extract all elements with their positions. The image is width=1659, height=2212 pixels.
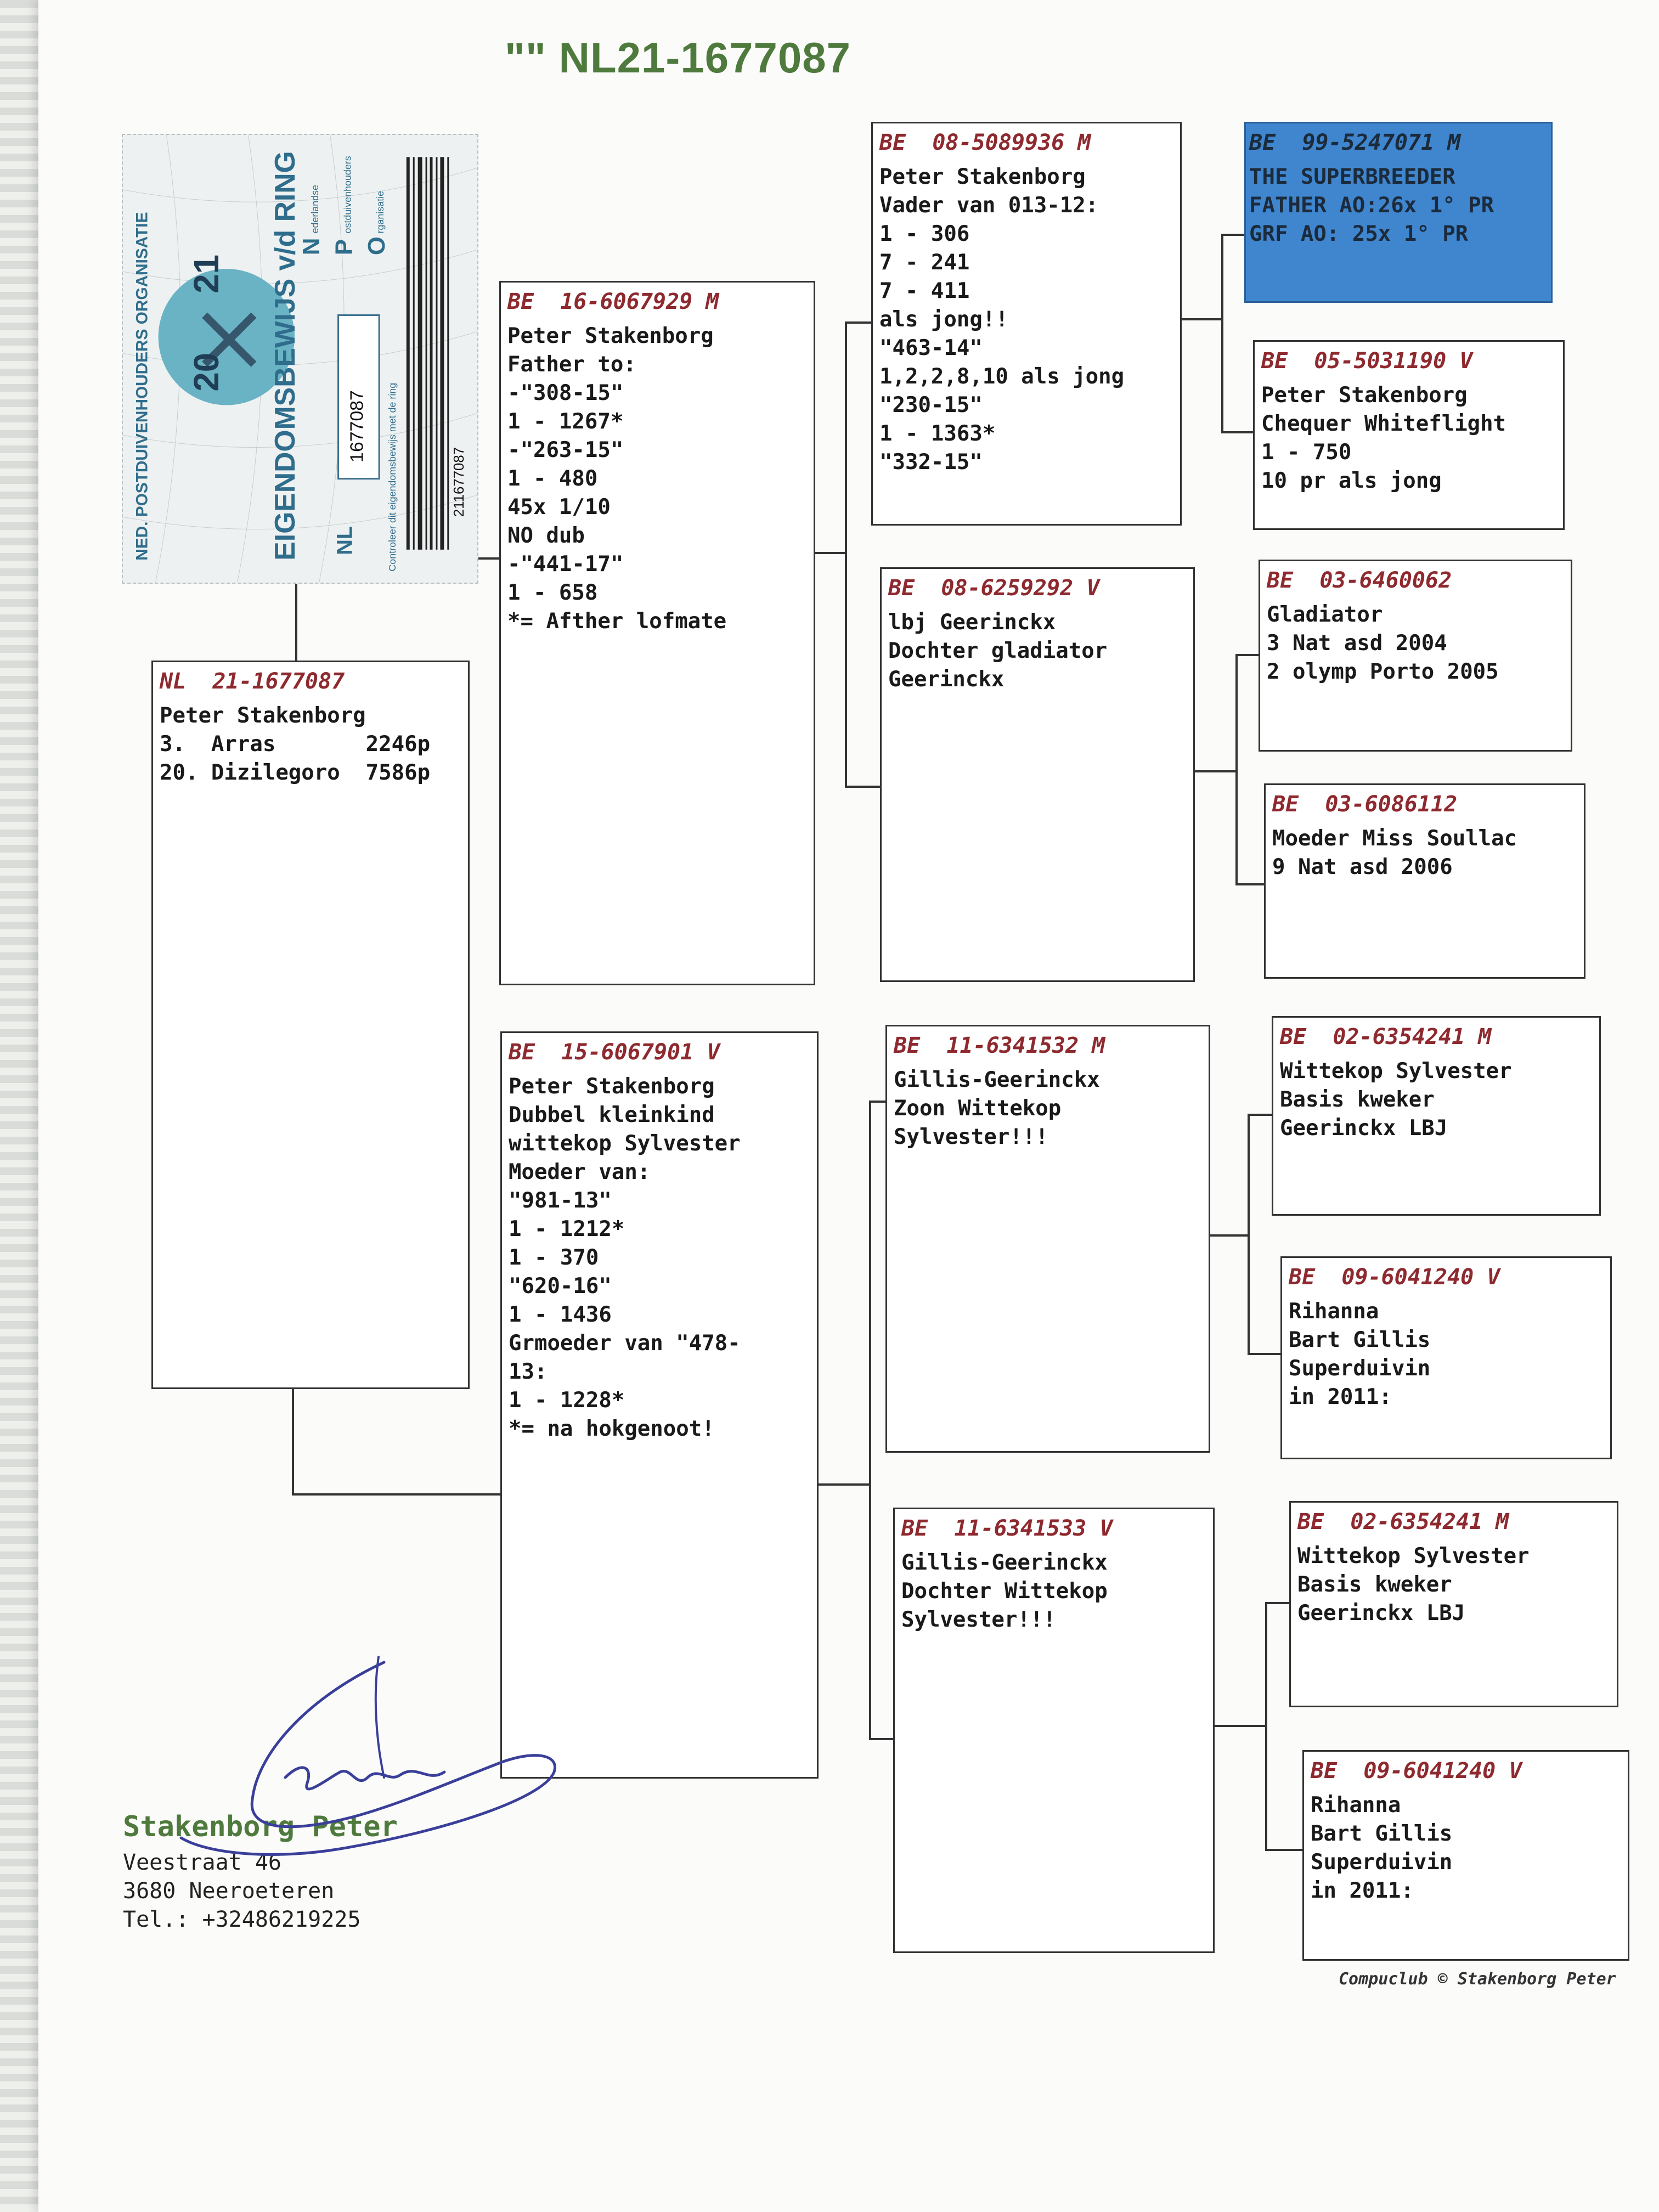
box-line: Geerinckx <box>888 667 1005 692</box>
box-line: Dochter gladiator <box>888 639 1108 663</box>
handwritten-signature <box>176 1651 571 1871</box>
connector <box>1235 654 1262 656</box>
box-line: Superduivin <box>1289 1356 1431 1381</box>
box-line: 2 olymp Porto 2005 <box>1267 659 1499 684</box>
connector <box>1221 234 1223 433</box>
ring-number-fmm: BE 03-6086112 <box>1272 792 1458 817</box>
ring-number-ffm: BE 05-5031190 V <box>1261 348 1473 374</box>
ring-number-mf: BE 11-6341532 M <box>894 1033 1105 1058</box>
pedigree-box-fmf <box>1259 560 1572 752</box>
connector <box>1265 1602 1267 1851</box>
box-line: FATHER AO:26x 1° PR <box>1249 193 1494 218</box>
ring-number-fm: BE 08-6259292 V <box>888 575 1100 601</box>
box-line: 1 - 1228* <box>509 1388 625 1413</box>
ring-letter-o: O <box>363 236 391 256</box>
ring-number-ff: BE 08-5089936 M <box>879 130 1091 155</box>
box-line: "463-14" <box>879 336 983 360</box>
box-line: Peter Stakenborg <box>160 703 366 728</box>
box-line: 1 - 658 <box>507 580 598 605</box>
pedigree-box-maternal-grandmother <box>893 1508 1215 1953</box>
pedigree-box-mmm <box>1302 1750 1629 1961</box>
connector <box>1214 1725 1267 1727</box>
connector <box>869 1101 888 1103</box>
box-line: 1 - 306 <box>879 222 970 246</box>
box-line: in 2011: <box>1311 1878 1414 1903</box>
ring-number-mfm: BE 09-6041240 V <box>1289 1265 1500 1290</box>
pedigree-box-fff-superbreeder <box>1244 122 1553 303</box>
connector <box>1248 1353 1283 1355</box>
box-line: Bart Gillis <box>1289 1328 1431 1352</box>
ring-card-title: EIGENDOMSBEWIJS v/d RING <box>269 151 301 561</box>
ring-number-mm: BE 11-6341533 V <box>901 1516 1113 1541</box>
box-line: 1,2,2,8,10 als jong <box>879 364 1125 389</box>
box-line: "981-13" <box>509 1188 612 1213</box>
box-line: Wittekop Sylvester <box>1297 1544 1530 1568</box>
box-line: in 2011: <box>1289 1385 1392 1409</box>
box-line: 1 - 480 <box>507 466 598 491</box>
box-line: als jong!! <box>879 307 1008 332</box>
breeder-phone: Tel.: +32486219225 <box>123 1907 361 1932</box>
pedigree-box-mff <box>1272 1016 1601 1216</box>
box-line: Rihanna <box>1311 1793 1401 1818</box>
connector <box>295 584 297 665</box>
box-line: 20. Dizilegoro 7586p <box>160 760 431 785</box>
connector <box>845 321 872 324</box>
ring-number: 1677087 <box>346 390 368 462</box>
box-line: -"263-15" <box>507 438 624 462</box>
box-line: Dochter Wittekop <box>901 1579 1108 1604</box>
pedigree-box-mmf <box>1289 1501 1618 1707</box>
pedigree-box-mfm <box>1280 1256 1612 1459</box>
pedigree-box-ffm <box>1253 340 1565 530</box>
connector <box>1248 1114 1274 1116</box>
connector <box>292 1388 294 1496</box>
connector <box>1235 654 1238 885</box>
ring-letter-p: P <box>330 239 358 256</box>
box-line: "332-15" <box>879 450 983 475</box>
box-line: lbj Geerinckx <box>888 610 1056 635</box>
ring-number-subject: NL 21-1677087 <box>160 669 345 694</box>
box-line: Father to: <box>507 352 636 377</box>
box-line: GRF AO: 25x 1° PR <box>1249 222 1469 246</box>
connector <box>869 1738 893 1740</box>
box-line: 45x 1/10 <box>507 495 611 520</box>
ring-letter-word-2: ostduivenhouders <box>342 156 353 234</box>
ring-barcode-number: 211677087 <box>452 447 467 517</box>
ring-country: NL <box>332 526 357 555</box>
box-line: *= na hokgenoot! <box>509 1417 715 1441</box>
box-line: Gillis-Geerinckx <box>894 1068 1100 1092</box>
box-line: 10 pr als jong <box>1261 469 1442 493</box>
connector <box>1265 1849 1305 1851</box>
box-line: Superduivin <box>1311 1850 1453 1875</box>
connector <box>817 1483 869 1486</box>
box-line: Peter Stakenborg <box>509 1074 715 1099</box>
box-line: 1 - 750 <box>1261 440 1352 465</box>
box-line: 1 - 1363* <box>879 421 996 446</box>
box-line: *= Afther lofmate <box>507 609 727 634</box>
box-line: 7 - 241 <box>879 250 970 275</box>
sheet-protector-edge <box>0 0 38 2212</box>
connector <box>1194 770 1235 772</box>
connector <box>1265 1602 1291 1604</box>
connector <box>1221 234 1245 236</box>
pedigree-box-father <box>499 281 815 985</box>
ring-card-footer: Controleer dit eigendomsbewijs met de ring <box>386 382 398 572</box>
breeder-name: Stakenborg Peter <box>123 1810 398 1843</box>
connector <box>292 1493 504 1496</box>
connector <box>814 552 845 554</box>
box-line: Sylvester!!! <box>901 1607 1056 1632</box>
box-line: Gladiator <box>1267 602 1383 627</box>
box-line: Zoon Wittekop <box>894 1096 1062 1121</box>
box-line: Bart Gillis <box>1311 1821 1453 1846</box>
box-line: 7 - 411 <box>879 279 970 303</box>
connector <box>1248 1114 1250 1355</box>
box-line: Geerinckx LBJ <box>1280 1116 1448 1141</box>
ring-number-mother: BE 15-6067901 V <box>509 1040 720 1065</box>
connector <box>845 321 847 788</box>
ring-ownership-card <box>122 134 478 584</box>
box-line: 13: <box>509 1359 548 1384</box>
box-line: Gillis-Geerinckx <box>901 1550 1108 1575</box>
box-line: 1 - 1267* <box>507 409 624 434</box>
connector <box>1177 318 1223 320</box>
connector <box>478 557 500 560</box>
connector <box>1209 1234 1250 1237</box>
box-line: 3. Arras 2246p <box>160 732 431 757</box>
box-line: Basis kweker <box>1297 1572 1452 1597</box>
box-line: NO dub <box>507 523 585 548</box>
page-title: "" NL21-1677087 <box>505 33 851 82</box>
box-line: -"441-17" <box>507 552 624 577</box>
ring-number-fmf: BE 03-6460062 <box>1267 568 1452 593</box>
ring-year-prefix: 20 <box>187 352 226 392</box>
ring-number-fff: BE 99-5247071 M <box>1249 130 1461 155</box>
box-line: wittekop Sylvester <box>509 1131 741 1156</box>
box-line: 1 - 370 <box>509 1245 599 1270</box>
pedigree-box-fmm <box>1264 783 1585 979</box>
box-line: Rihanna <box>1289 1299 1379 1324</box>
box-line: Peter Stakenborg <box>1261 383 1468 408</box>
box-line: 9 Nat asd 2006 <box>1272 855 1453 879</box>
ring-card-graphic <box>123 135 477 583</box>
box-line: Basis kweker <box>1280 1087 1435 1112</box>
connector <box>1221 431 1255 433</box>
box-line: 1 - 1212* <box>509 1217 625 1242</box>
box-line: Chequer Whiteflight <box>1261 411 1506 436</box>
box-line: Dubbel kleinkind <box>509 1103 715 1127</box>
ring-letter-n: N <box>297 238 325 256</box>
pedigree-box-maternal-grandfather <box>885 1025 1210 1453</box>
ring-number-mmf: BE 02-6354241 M <box>1297 1509 1509 1534</box>
ring-year-suffix: 21 <box>187 254 226 294</box>
box-line: 3 Nat asd 2004 <box>1267 631 1447 656</box>
pedigree-box-subject <box>151 661 470 1389</box>
pedigree-box-paternal-grandmother <box>880 567 1195 982</box>
box-line: THE SUPERBREEDER <box>1249 165 1455 189</box>
pedigree-box-paternal-grandfather <box>871 122 1182 526</box>
box-line: -"308-15" <box>507 381 624 405</box>
breeder-street: Veestraat 46 <box>123 1850 281 1875</box>
box-line: Geerinckx LBJ <box>1297 1601 1465 1626</box>
box-line: Peter Stakenborg <box>879 165 1086 189</box>
box-line: Moeder Miss Soullac <box>1272 826 1517 851</box>
breeder-city: 3680 Neeroeteren <box>123 1878 335 1904</box>
copyright-notice: Compuclub © Stakenborg Peter <box>1339 1970 1616 1989</box>
ring-letter-word-1: ederlandse <box>309 184 320 234</box>
connector <box>845 786 881 788</box>
connector <box>869 1101 871 1740</box>
connector <box>1235 883 1266 885</box>
box-line: Sylvester!!! <box>894 1125 1048 1149</box>
box-line: "230-15" <box>879 393 983 417</box>
box-line: 1 - 1436 <box>509 1302 612 1327</box>
box-line: Grmoeder van "478- <box>509 1331 741 1356</box>
ring-number-mff: BE 02-6354241 M <box>1280 1024 1492 1049</box>
box-line: Peter Stakenborg <box>507 324 714 348</box>
ring-letter-word-3: rganisatie <box>375 190 386 234</box>
box-line: Moeder van: <box>509 1160 651 1184</box>
box-line: Wittekop Sylvester <box>1280 1059 1512 1084</box>
box-line: "620-16" <box>509 1274 612 1299</box>
ring-org-line: NED. POSTDUIVENHOUDERS ORGANISATIE <box>133 212 151 561</box>
ring-number-mmm: BE 09-6041240 V <box>1311 1758 1522 1784</box>
ring-number-father: BE 16-6067929 M <box>507 289 719 314</box>
box-line: Vader van 013-12: <box>879 193 1099 218</box>
